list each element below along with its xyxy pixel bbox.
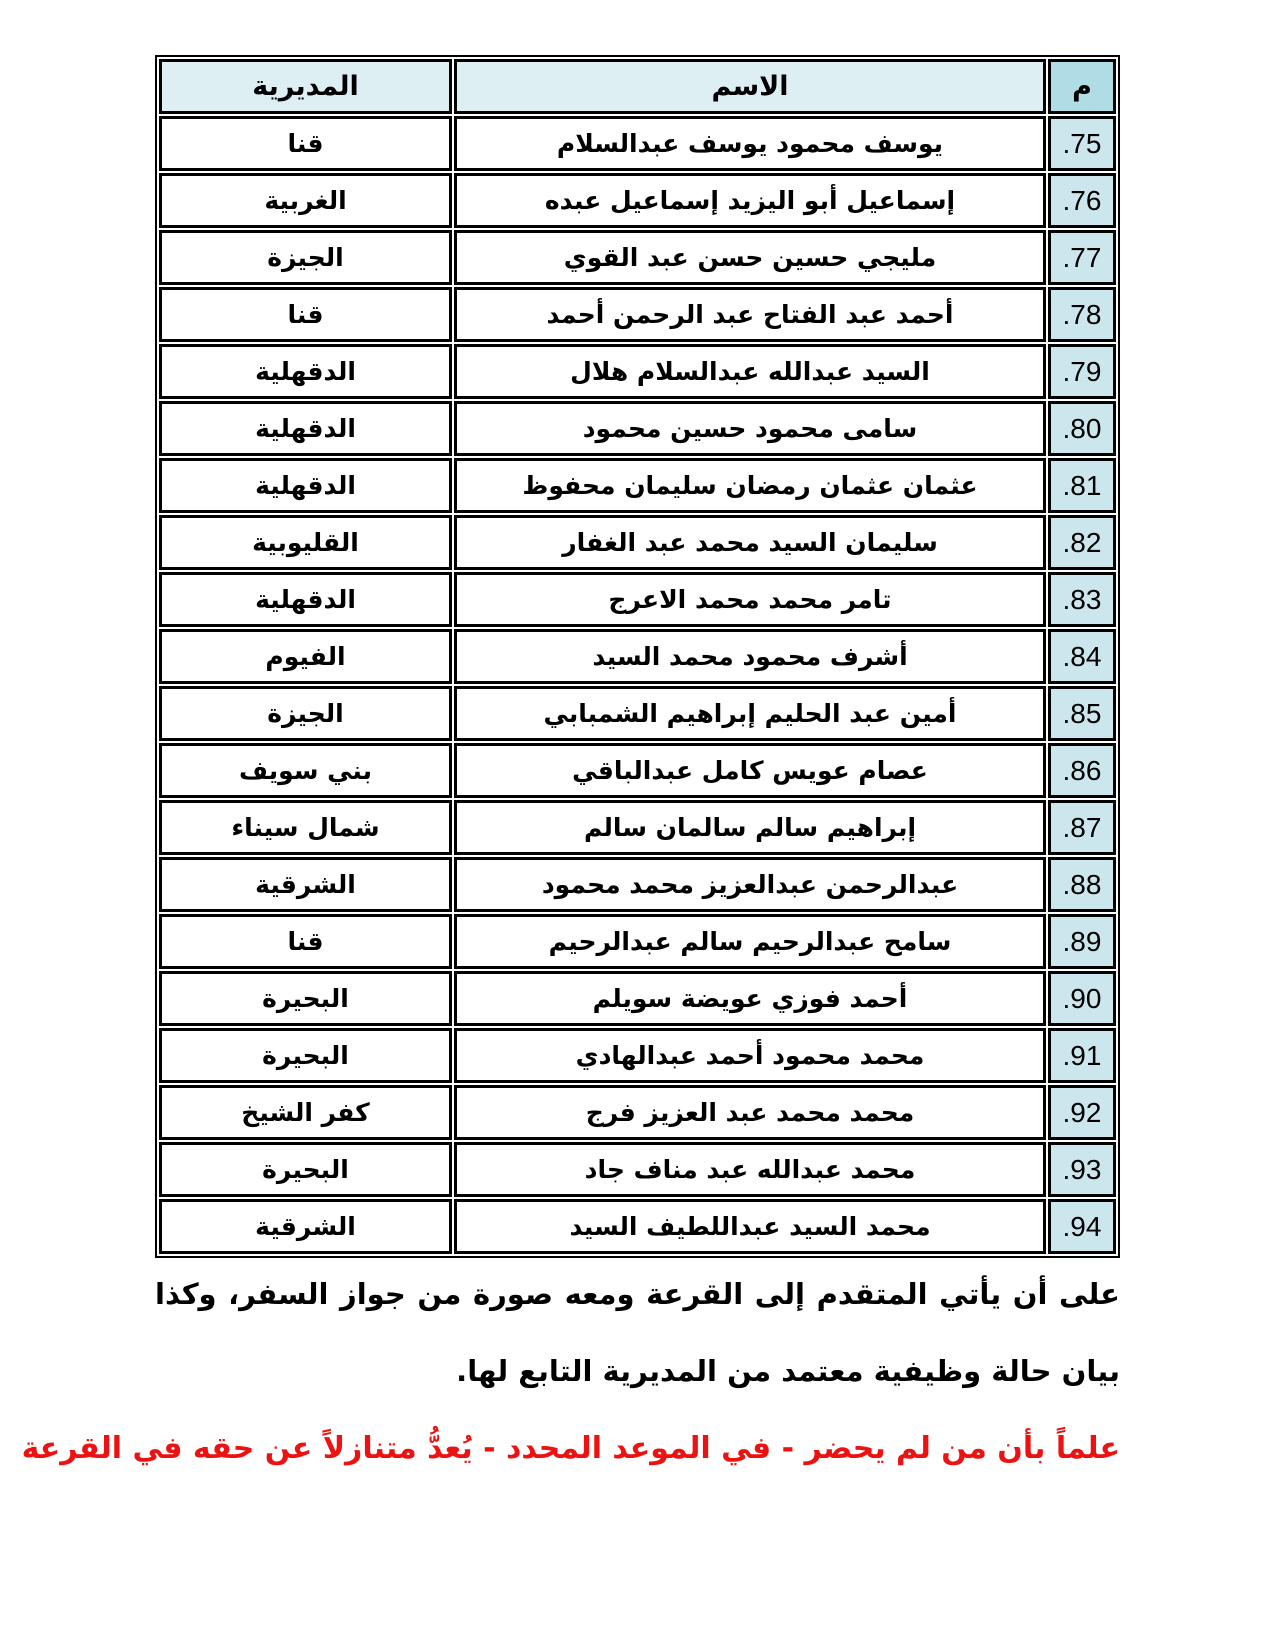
name-cell: محمد السيد عبداللطيف السيد [454, 1199, 1046, 1254]
name-cell: تامر محمد محمد الاعرج [454, 572, 1046, 627]
row-number-cell: .84 [1048, 629, 1116, 684]
name-cell: محمد محمد عبد العزيز فرج [454, 1085, 1046, 1140]
table-row [159, 458, 1116, 513]
name-cell: عبدالرحمن عبدالعزيز محمد محمود [454, 857, 1046, 912]
table-row [159, 287, 1116, 342]
table-row [159, 116, 1116, 171]
row-number-cell: .94 [1048, 1199, 1116, 1254]
table-row [159, 230, 1116, 285]
directorate-cell: الشرقية [159, 1199, 452, 1254]
row-number-cell: .76 [1048, 173, 1116, 228]
directorate-cell: الدقهلية [159, 458, 452, 513]
header-num: م [1048, 59, 1116, 114]
name-cell: مليجي حسين حسن عبد القوي [454, 230, 1046, 285]
row-number-cell: .80 [1048, 401, 1116, 456]
name-cell: إسماعيل أبو اليزيد إسماعيل عبده [454, 173, 1046, 228]
name-cell: محمد محمود أحمد عبدالهادي [454, 1028, 1046, 1083]
table-row [159, 686, 1116, 741]
directorate-cell: البحيرة [159, 1142, 452, 1197]
table-row [159, 800, 1116, 855]
name-cell: أحمد عبد الفتاح عبد الرحمن أحمد [454, 287, 1046, 342]
table-row [159, 743, 1116, 798]
name-cell: عثمان عثمان رمضان سليمان محفوظ [454, 458, 1046, 513]
name-cell: عصام عويس كامل عبدالباقي [454, 743, 1046, 798]
name-cell: إبراهيم سالم سالمان سالم [454, 800, 1046, 855]
row-number-cell: .86 [1048, 743, 1116, 798]
table-row [159, 1199, 1116, 1254]
table-row [159, 971, 1116, 1026]
table-row [159, 572, 1116, 627]
name-cell: يوسف محمود يوسف عبدالسلام [454, 116, 1046, 171]
row-number-cell: .77 [1048, 230, 1116, 285]
table-row [159, 344, 1116, 399]
row-number-cell: .90 [1048, 971, 1116, 1026]
directorate-cell: البحيرة [159, 1028, 452, 1083]
row-number-cell: .83 [1048, 572, 1116, 627]
directorate-cell: الغربية [159, 173, 452, 228]
table-row [159, 1085, 1116, 1140]
row-number-cell: .93 [1048, 1142, 1116, 1197]
directorate-cell: كفر الشيخ [159, 1085, 452, 1140]
table-row [159, 1028, 1116, 1083]
name-cell: سامح عبدالرحيم سالم عبدالرحيم [454, 914, 1046, 969]
row-number-cell: .79 [1048, 344, 1116, 399]
row-number-cell: .89 [1048, 914, 1116, 969]
table-row [159, 629, 1116, 684]
roster-table [155, 55, 1120, 1258]
name-cell: أحمد فوزي عويضة سويلم [454, 971, 1046, 1026]
table-row [159, 1142, 1116, 1197]
directorate-cell: بني سويف [159, 743, 452, 798]
directorate-cell: الفيوم [159, 629, 452, 684]
name-cell: أشرف محمود محمد السيد [454, 629, 1046, 684]
directorate-cell: قنا [159, 287, 452, 342]
name-cell: السيد عبدالله عبدالسلام هلال [454, 344, 1046, 399]
row-number-cell: .82 [1048, 515, 1116, 570]
directorate-cell: قنا [159, 116, 452, 171]
name-cell: سليمان السيد محمد عبد الغفار [454, 515, 1046, 570]
instruction-note: على أن يأتي المتقدم إلى القرعة ومعه صورة من جواز السفر، وكذا بيان حالة وظيفية معتمد من المديرية التابع لها. [155, 1277, 1120, 1388]
header-row [159, 59, 1116, 114]
table-row [159, 914, 1116, 969]
warning-note: علماً بأن من لم يحضر - في الموعد المحدد - يُعدُّ متنازلاً عن حقه في القرعة [21, 1431, 1120, 1466]
directorate-cell: قنا [159, 914, 452, 969]
row-number-cell: .88 [1048, 857, 1116, 912]
header-name: الاسم [454, 59, 1046, 114]
directorate-cell: الجيزة [159, 686, 452, 741]
directorate-cell: الدقهلية [159, 401, 452, 456]
directorate-cell: القليوبية [159, 515, 452, 570]
row-number-cell: .92 [1048, 1085, 1116, 1140]
footer-notes [21, 1256, 1120, 1487]
directorate-cell: البحيرة [159, 971, 452, 1026]
directorate-cell: شمال سيناء [159, 800, 452, 855]
directorate-cell: الدقهلية [159, 572, 452, 627]
table-row [159, 515, 1116, 570]
row-number-cell: .85 [1048, 686, 1116, 741]
row-number-cell: .78 [1048, 287, 1116, 342]
directorate-cell: الدقهلية [159, 344, 452, 399]
row-number-cell: .91 [1048, 1028, 1116, 1083]
row-number-cell: .75 [1048, 116, 1116, 171]
table-row [159, 173, 1116, 228]
name-cell: أمين عبد الحليم إبراهيم الشمبابي [454, 686, 1046, 741]
directorate-cell: الجيزة [159, 230, 452, 285]
directorate-cell: الشرقية [159, 857, 452, 912]
header-directorate: المديرية [159, 59, 452, 114]
name-cell: محمد عبدالله عبد مناف جاد [454, 1142, 1046, 1197]
table-row [159, 857, 1116, 912]
name-cell: سامى محمود حسين محمود [454, 401, 1046, 456]
row-number-cell: .81 [1048, 458, 1116, 513]
row-number-cell: .87 [1048, 800, 1116, 855]
table-row [159, 401, 1116, 456]
